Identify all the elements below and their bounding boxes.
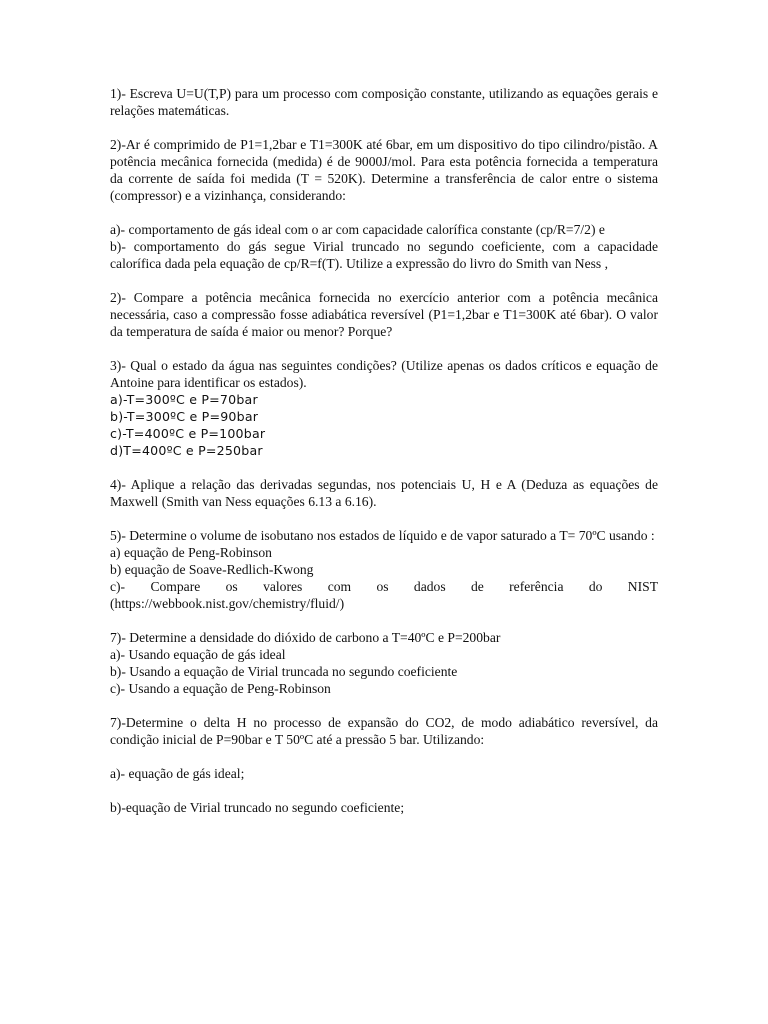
question-7-delta-h: 7)-Determine o delta H no processo de expansão do CO2, de modo adiabático reversível, da condição inicial de P=90bar e T 50ºC até a pressão 5 bar. Utilizando: — [110, 715, 658, 747]
question-7-delta-h-option-a: a)- equação de gás ideal; — [110, 766, 245, 781]
question-2-option-b: b)- comportamento do gás segue Virial truncado no segundo coeficiente, com a capacidade calorífica dada pela equação de cp/R=f(T). Utilize a expressão do livro do Smith van Ness , — [110, 239, 658, 271]
question-7-item-a: a)- Usando equação de gás ideal — [110, 647, 286, 662]
question-7-item-c: c)- Usando a equação de Peng-Robinson — [110, 681, 331, 696]
question-2-compare: 2)- Compare a potência mecânica fornecida no exercício anterior com a potência mecânica necessária, caso a compressão fosse adiabática reversível (P1=1,2bar e T1=300K até 6bar). O valor da temperatura de saída é maior ou menor? Porque? — [110, 290, 658, 339]
question-7-item-b: b)- Usando a equação de Virial truncada no segundo coeficiente — [110, 664, 458, 679]
question-5 — [110, 527, 658, 612]
question-1: 1)- Escreva U=U(T,P) para um processo com composição constante, utilizando as equações gerais e relações matemáticas. — [110, 86, 658, 118]
question-3-item-a: a)-T=300ºC e P=70bar — [110, 392, 258, 407]
question-2-options — [110, 221, 658, 272]
question-7 — [110, 629, 658, 697]
question-2-option-a: a)- comportamento de gás ideal com o ar com capacidade calorífica constante (cp/R=7/2) e — [110, 222, 605, 237]
question-3-item-c: c)-T=400ºC e P=100bar — [110, 426, 266, 441]
question-5-item-a: a) equação de Peng-Robinson — [110, 545, 272, 560]
question-3-text: 3)- Qual o estado da água nas seguintes condições? (Utilize apenas os dados críticos e equação de Antoine para identificar os estados). — [110, 358, 658, 390]
question-4: 4)- Aplique a relação das derivadas segundas, nos potenciais U, H e A (Deduza as equações de Maxwell (Smith van Ness equações 6.13 a 6.16). — [110, 477, 658, 509]
question-5-item-c: c)- Compare os valores com os dados de referência do NIST (https://webbook.nist.gov/chemistry/fluid/) — [110, 579, 658, 611]
question-5-item-b: b) equação de Soave-Redlich-Kwong — [110, 562, 314, 577]
question-3-item-b: b)-T=300ºC e P=90bar — [110, 409, 259, 424]
question-7-text: 7)- Determine a densidade do dióxido de carbono a T=40ºC e P=200bar — [110, 630, 501, 645]
question-7-delta-h-option-b: b)-equação de Virial truncado no segundo coeficiente; — [110, 800, 405, 815]
question-3 — [110, 357, 658, 459]
document-page — [110, 85, 658, 833]
question-3-item-d: d)T=400ºC e P=250bar — [110, 443, 263, 458]
question-2: 2)-Ar é comprimido de P1=1,2bar e T1=300K até 6bar, em um dispositivo do tipo cilindro/pistão. A potência mecânica fornecida (medida) é de 9000J/mol. Para esta potência fornecida a temperatura da corrente de saída foi medida (T = 520K). Determine a transferência de calor entre o sistema (compressor) e a vizinhança, considerando: — [110, 137, 658, 203]
question-5-text: 5)- Determine o volume de isobutano nos estados de líquido e de vapor saturado a T= 70ºC usando : — [110, 528, 655, 543]
